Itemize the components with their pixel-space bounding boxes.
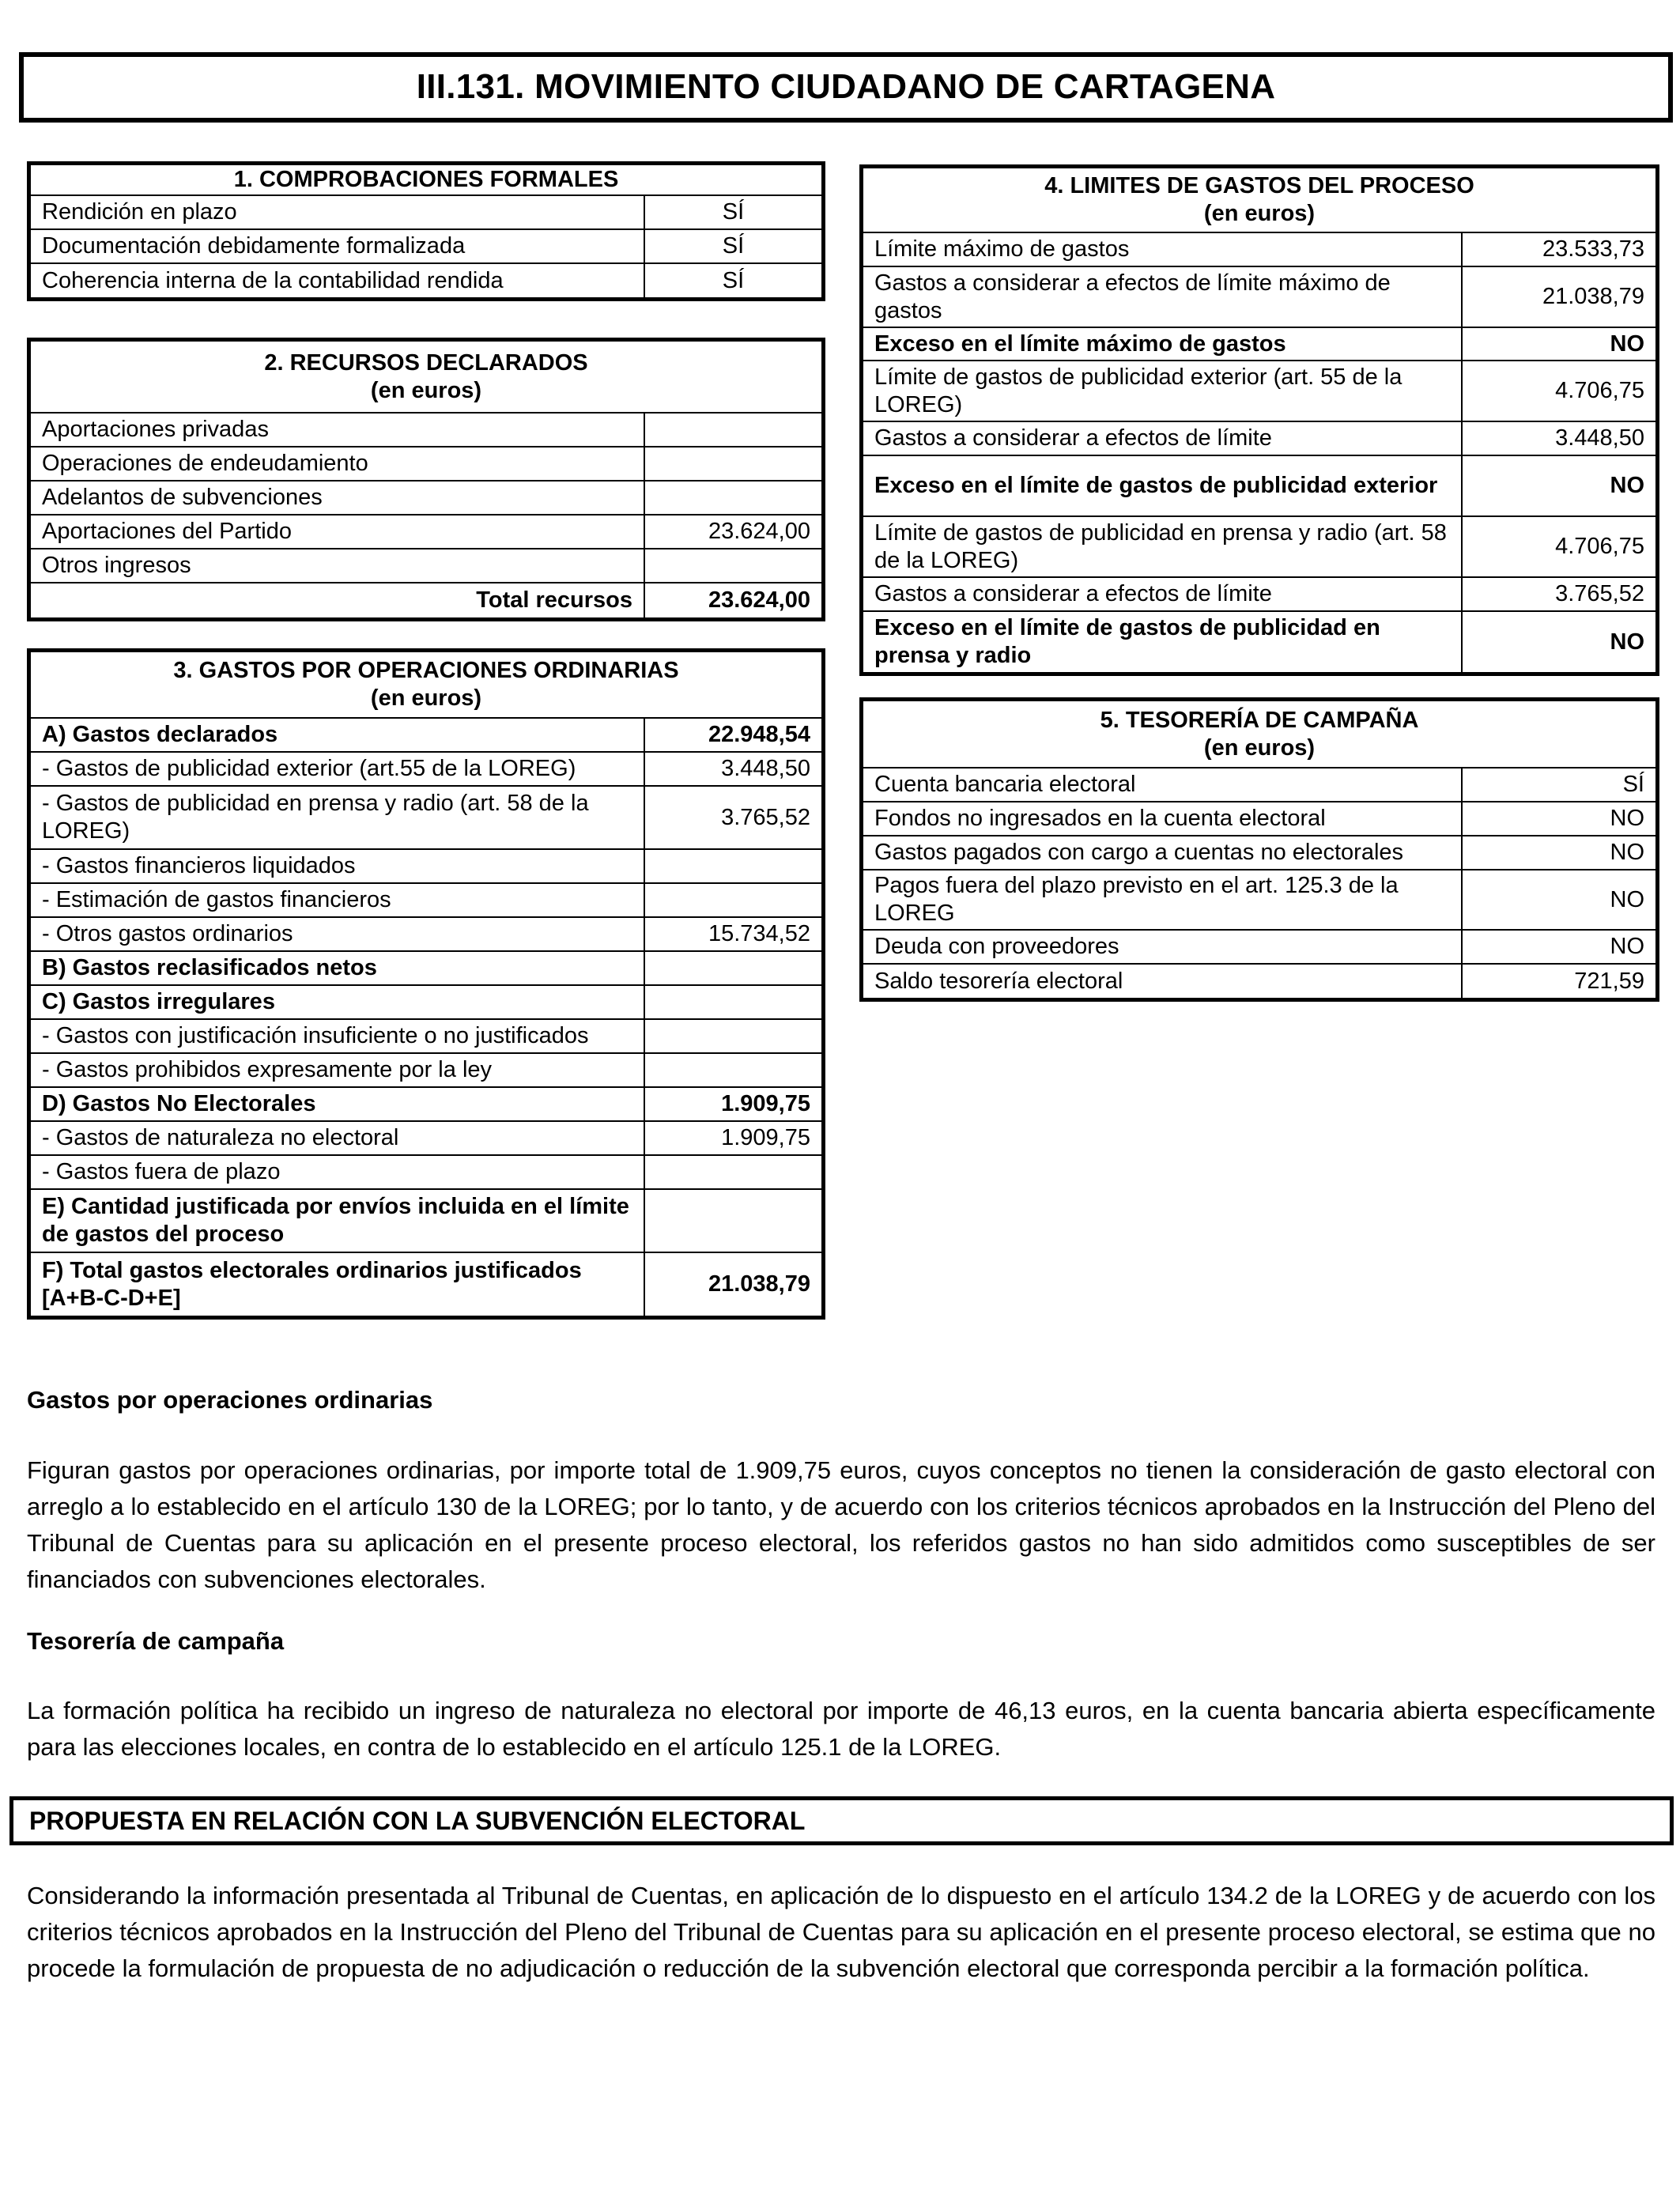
table-row-value <box>644 849 821 883</box>
table-row-value: 4.706,75 <box>1462 516 1655 577</box>
table-row-label: Gastos pagados con cargo a cuentas no electorales <box>863 836 1462 870</box>
table-row-label: A) Gastos declarados <box>31 718 644 752</box>
tesoreria-heading <box>863 701 1655 768</box>
gastos-heading <box>31 652 821 718</box>
table-row-value <box>644 413 821 447</box>
table-row-label: Operaciones de endeudamiento <box>31 447 644 481</box>
table-row-label: Exceso en el límite de gastos de publicidad exterior <box>863 455 1462 516</box>
table-row-value: NO <box>1462 455 1655 516</box>
table-row-label: Saldo tesorería electoral <box>863 964 1462 998</box>
table-row-value <box>644 1189 821 1252</box>
table-row-label: - Gastos prohibidos expresamente por la ley <box>31 1053 644 1087</box>
table-row-label: - Gastos de naturaleza no electoral <box>31 1121 644 1155</box>
table-row-label: Límite de gastos de publicidad exterior (art. 55 de la LOREG) <box>863 361 1462 421</box>
table-row-value: 3.448,50 <box>644 752 821 786</box>
table-row-value <box>644 447 821 481</box>
table-row-label: Documentación debidamente formalizada <box>31 229 644 263</box>
table-row-label: - Gastos con justificación insuficiente o no justificados <box>31 1019 644 1053</box>
tesoreria-heading-unit: (en euros) <box>1203 734 1316 761</box>
table-row-label: - Gastos fuera de plazo <box>31 1155 644 1189</box>
table-row-value: 23.624,00 <box>644 515 821 549</box>
recursos-heading-unit: (en euros) <box>370 377 482 403</box>
table-row-value: NO <box>1462 836 1655 870</box>
propuesta-heading: PROPUESTA EN RELACIÓN CON LA SUBVENCIÓN ELECTORAL <box>9 1796 1674 1845</box>
table-row-label: Aportaciones del Partido <box>31 515 644 549</box>
comprobaciones-table <box>27 161 825 301</box>
table-row-value: SÍ <box>644 229 821 263</box>
table-row-value: 23.533,73 <box>1462 232 1655 266</box>
paragraph-gastos: Figuran gastos por operaciones ordinarias, por importe total de 1.909,75 euros, cuyos conceptos no tienen la consideración de gasto electoral con arreglo a lo establecido en el artículo 130 de la LOREG; por lo tanto, y de acuerdo con los criterios técnicos aprobados en la Instrucción del Pleno del Tribunal de Cuentas para su aplicación en el presente proceso electoral, los referidos gastos no han sido admitidos como susceptibles de ser financiados con subvenciones electorales. <box>27 1456 1655 1593</box>
recursos-table <box>27 338 825 621</box>
table-row-label: E) Cantidad justificada por envíos incluida en el límite de gastos del proceso <box>31 1189 644 1252</box>
table-row-label: - Gastos de publicidad en prensa y radio (art. 58 de la LOREG) <box>31 786 644 849</box>
table-row-value <box>644 951 821 985</box>
table-row-value: 15.734,52 <box>644 917 821 951</box>
limites-heading-unit: (en euros) <box>1203 201 1316 226</box>
gastos-table <box>27 648 825 1320</box>
table-row-value: 3.765,52 <box>644 786 821 849</box>
table-row-value: NO <box>1462 802 1655 836</box>
table-row-label: Deuda con proveedores <box>863 930 1462 964</box>
gastos-heading-unit: (en euros) <box>370 685 482 711</box>
total-recursos-value: 23.624,00 <box>644 583 821 617</box>
table-row-value <box>644 549 821 583</box>
table-row-label: D) Gastos No Electorales <box>31 1087 644 1121</box>
table-row-label: Gastos a considerar a efectos de límite <box>863 421 1462 455</box>
table-row-label: Exceso en el límite de gastos de publicidad en prensa y radio <box>863 611 1462 672</box>
table-row-label: Gastos a considerar a efectos de límite máximo de gastos <box>863 266 1462 327</box>
paragraph-propuesta: Considerando la información presentada al Tribunal de Cuentas, en aplicación de lo dispuesto en el artículo 134.2 de la LOREG y de acuerdo con los criterios técnicos aprobados en la Instrucción del Pleno del Tribunal de Cuentas para su aplicación en el presente proceso electoral, se estima que no procede la formulación de propuesta de no adjudicación o reducción de la subvención electoral que corresponda percibir a la formación política. <box>27 1882 1655 1982</box>
table-row-label: Coherencia interna de la contabilidad rendida <box>31 263 644 297</box>
tesoreria-heading-title: 5. TESORERÍA DE CAMPAÑA <box>1100 707 1419 733</box>
table-row-value <box>644 1019 821 1053</box>
table-row-label: Gastos a considerar a efectos de límite <box>863 577 1462 611</box>
recursos-heading-title: 2. RECURSOS DECLARADOS <box>264 349 588 376</box>
table-row-value <box>644 1155 821 1189</box>
table-row-value: 21.038,79 <box>644 1252 821 1316</box>
table-row-value: NO <box>1462 870 1655 930</box>
page-title: III.131. MOVIMIENTO CIUDADANO DE CARTAGENA <box>19 52 1673 123</box>
table-row-value: 721,59 <box>1462 964 1655 998</box>
table-row-label: F) Total gastos electorales ordinarios justificados [A+B-C-D+E] <box>31 1252 644 1316</box>
table-row-value: SÍ <box>644 195 821 229</box>
table-row-value: NO <box>1462 930 1655 964</box>
table-row-label: - Estimación de gastos financieros <box>31 883 644 917</box>
table-row-label: - Gastos financieros liquidados <box>31 849 644 883</box>
table-row-value: NO <box>1462 611 1655 672</box>
table-row-value <box>644 985 821 1019</box>
table-row-label: B) Gastos reclasificados netos <box>31 951 644 985</box>
table-row-label: Cuenta bancaria electoral <box>863 768 1462 802</box>
limites-heading-title: 4. LIMITES DE GASTOS DEL PROCESO <box>1044 173 1474 198</box>
table-row-value: NO <box>1462 327 1655 361</box>
table-row-label: - Gastos de publicidad exterior (art.55 de la LOREG) <box>31 752 644 786</box>
table-row-label: Adelantos de subvenciones <box>31 481 644 515</box>
table-row-value: 4.706,75 <box>1462 361 1655 421</box>
table-row-label: Aportaciones privadas <box>31 413 644 447</box>
table-row-value: SÍ <box>644 263 821 297</box>
table-row-label: - Otros gastos ordinarios <box>31 917 644 951</box>
comprobaciones-heading: 1. COMPROBACIONES FORMALES <box>31 165 821 195</box>
total-recursos-label: Total recursos <box>31 583 644 617</box>
table-row-label: Fondos no ingresados en la cuenta electoral <box>863 802 1462 836</box>
tesoreria-table <box>859 697 1659 1002</box>
table-row-value: SÍ <box>1462 768 1655 802</box>
table-row-label: Límite máximo de gastos <box>863 232 1462 266</box>
table-row-value <box>644 481 821 515</box>
table-row-label: Otros ingresos <box>31 549 644 583</box>
table-row-value: 3.448,50 <box>1462 421 1655 455</box>
gastos-heading-title: 3. GASTOS POR OPERACIONES ORDINARIAS <box>173 658 679 683</box>
table-row-value: 3.765,52 <box>1462 577 1655 611</box>
table-row-value: 22.948,54 <box>644 718 821 752</box>
limites-heading <box>863 168 1655 232</box>
table-row-label: Pagos fuera del plazo previsto en el art. 125.3 de la LOREG <box>863 870 1462 930</box>
table-row-value: 1.909,75 <box>644 1087 821 1121</box>
paragraph-tesoreria: La formación política ha recibido un ingreso de naturaleza no electoral por importe de 46,13 euros, en la cuenta bancaria abierta específicamente para las elecciones locales, en contra de lo establecido en el artículo 125.1 de la LOREG. <box>27 1697 1655 1761</box>
table-row-value: 1.909,75 <box>644 1121 821 1155</box>
recursos-heading <box>31 342 821 413</box>
table-row-value <box>644 883 821 917</box>
table-row-value <box>644 1053 821 1087</box>
table-row-label: Exceso en el límite máximo de gastos <box>863 327 1462 361</box>
table-row-value: 21.038,79 <box>1462 266 1655 327</box>
table-row-label: Límite de gastos de publicidad en prensa y radio (art. 58 de la LOREG) <box>863 516 1462 577</box>
limites-table <box>859 164 1659 676</box>
section-heading-gastos: Gastos por operaciones ordinarias <box>27 1386 433 1414</box>
table-row-label: Rendición en plazo <box>31 195 644 229</box>
section-heading-tesoreria: Tesorería de campaña <box>27 1627 285 1655</box>
table-row-label: C) Gastos irregulares <box>31 985 644 1019</box>
